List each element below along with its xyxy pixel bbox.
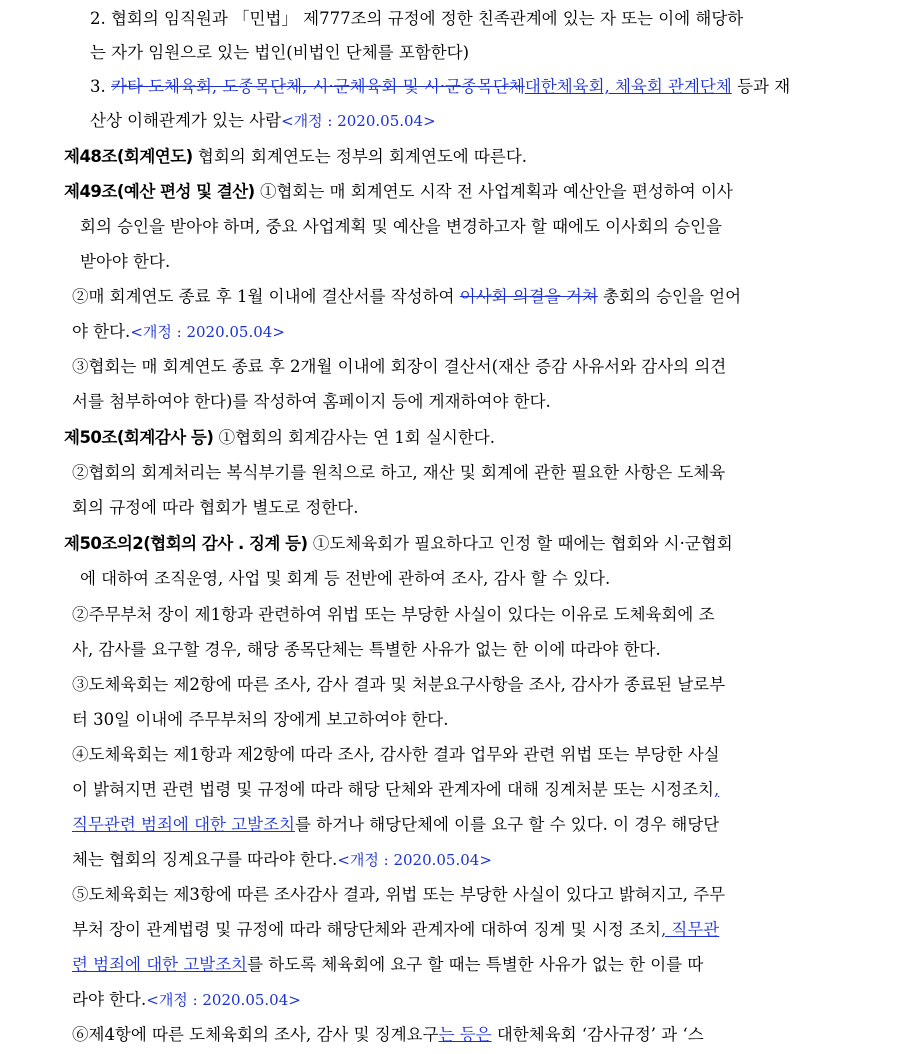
item-2-line-1: 2. 협회의 임직원과 「민법」 제777조의 규정에 정한 친족관계에 있는 자 또는 이에 해당하 — [90, 9, 744, 28]
item-3-line-2 — [90, 110, 436, 134]
article-50-2-p4-text: 이 밝혀지면 관련 법령 및 규정에 따라 해당 단체와 관계자에 대해 징계처분 또는 시정조치 — [72, 780, 714, 799]
revision-note: <개정 : 2020.05.04> — [281, 112, 436, 130]
article-50-2-line-1 — [64, 533, 733, 557]
article-50-2-p4-text-cont: 를 하거나 해당단체에 이를 요구 할 수 있다. 이 경우 해당단 — [294, 815, 720, 834]
item-3-text-cont: 산상 이해관계가 있는 사람 — [90, 111, 282, 130]
article-49-title: 제49조(예산 편성 및 결산) — [64, 182, 255, 201]
inserted-text: , 직무관 — [660, 920, 720, 939]
article-50-2-p6-text: ⑥제4항에 따른 도체육회의 조사, 감사 및 징계요구 — [72, 1025, 439, 1044]
article-49-p2-line-1 — [72, 286, 741, 310]
inserted-text: , — [714, 780, 720, 799]
article-49-p2: ②매 회계연도 종료 후 1월 이내에 결산서를 작성하여 — [72, 287, 460, 306]
article-50-2-p6-rest: 대한체육회 ‘감사규정’ 과 ‘스 — [491, 1025, 704, 1044]
article-50-2-p5-line-3 — [72, 954, 703, 978]
article-49-p2-rest: 총회의 승인을 얻어 — [597, 287, 742, 306]
article-50-2-p3-line-1: ③도체육회는 제2항에 따른 조사, 감사 결과 및 처분요구사항을 조사, 감사가 종료된 날로부 — [72, 675, 726, 694]
article-48-text: 협회의 회계연도는 정부의 회계연도에 따른다. — [192, 147, 527, 166]
inserted-text: 련 범죄에 대한 고발조치 — [72, 955, 248, 974]
article-50-p2-line-2: 회의 규정에 따라 협회가 별도로 정한다. — [72, 498, 359, 517]
article-50-2-p5-text: 부처 장이 관계법령 및 규정에 따라 해당단체와 관계자에 대하여 징계 및 시정 조치 — [72, 920, 661, 939]
article-49-line-2: 회의 승인을 받아야 하며, 중요 사업계획 및 예산을 변경하고자 할 때에도 이사회의 승인을 — [80, 217, 722, 236]
inserted-text: 대한체육회, 체육회 관계단체 — [524, 77, 732, 96]
article-50-2-p6-line-1 — [72, 1024, 704, 1048]
revision-note: <개정 : 2020.05.04> — [130, 323, 285, 341]
revision-note: <개정 : 2020.05.04> — [337, 851, 492, 869]
item-3-text: 등과 재 — [731, 77, 791, 96]
article-50-title: 제50조(회계감사 등) — [64, 428, 214, 447]
article-49-p3-line-2: 서를 첨부하여야 한다)를 작성하여 홈페이지 등에 게재하여야 한다. — [72, 392, 551, 411]
article-50-2-p5-line-4 — [72, 989, 301, 1013]
article-50-p1: ①협회의 회계감사는 연 1회 실시한다. — [213, 428, 495, 447]
article-50-2-p1-line-2: 에 대하여 조직운영, 사업 및 회계 등 전반에 관하여 조사, 감사 할 수 있다. — [80, 569, 611, 588]
item-3-number: 3. — [90, 77, 111, 96]
article-48-title: 제48조(회계연도) — [64, 147, 193, 166]
article-48 — [64, 146, 527, 170]
revision-note: <개정 : 2020.05.04> — [146, 991, 301, 1009]
article-49-line-3: 받아야 한다. — [80, 252, 171, 271]
article-50-2-title: 제50조의2(협회의 감사 . 징계 등) — [64, 534, 308, 553]
article-50-2-p2-line-2: 사, 감사를 요구할 경우, 해당 종목단체는 특별한 사유가 없는 한 이에 따라야 한다. — [72, 640, 661, 659]
deleted-text: 이사회 의결을 거쳐 — [459, 287, 598, 306]
article-50-2-p5-line-1: ⑤도체육회는 제3항에 따른 조사감사 결과, 위법 또는 부당한 사실이 있다고 밝혀지고, 주무 — [72, 885, 726, 904]
article-50-2-p3-line-2: 터 30일 이내에 주무부처의 장에게 보고하여야 한다. — [72, 710, 449, 729]
article-49-p3-line-1: ③협회는 매 회계연도 종료 후 2개월 이내에 회장이 결산서(재산 증감 사유서와 감사의 의견 — [72, 357, 727, 376]
inserted-text: 직무관련 범죄에 대한 고발조치 — [72, 815, 295, 834]
article-49-p2-cont: 야 한다. — [72, 322, 131, 341]
article-50-p2-line-1: ②협회의 회계처리는 복식부기를 원칙으로 하고, 재산 및 회계에 관한 필요한 사항은 도체육 — [72, 463, 726, 482]
article-50-line-1 — [64, 427, 495, 451]
article-50-2-p1: ①도체육회가 필요하다고 인정 할 때에는 협회와 시·군협회 — [307, 534, 733, 553]
article-50-2-p5-end: 라야 한다. — [72, 990, 147, 1009]
article-50-2-p5-text-cont: 를 하도록 체육회에 요구 할 때는 특별한 사유가 없는 한 이를 따 — [247, 955, 704, 974]
article-50-2-p5-line-2 — [72, 919, 719, 943]
article-49-p2-line-2 — [72, 321, 285, 345]
item-3-line-1 — [90, 76, 790, 100]
article-49-p1: ①협회는 매 회계연도 시작 전 사업계획과 예산안을 편성하여 이사 — [254, 182, 733, 201]
inserted-text: 는 등은 — [438, 1025, 492, 1044]
article-49-line-1 — [64, 181, 733, 205]
item-2-line-2: 는 자가 임원으로 있는 법인(비법인 단체를 포함한다) — [90, 43, 470, 62]
article-50-2-p2-line-1: ②주무부처 장이 제1항과 관련하여 위법 또는 부당한 사실이 있다는 이유로 도체육회에 조 — [72, 605, 715, 624]
deleted-text: 카타 도체육회, 도종목단체, 시·군체육회 및 시·군종목단체 — [111, 77, 525, 96]
article-50-2-p4-end: 체는 협회의 징계요구를 따라야 한다. — [72, 850, 338, 869]
article-50-2-p4-line-4 — [72, 849, 492, 873]
article-50-2-p4-line-1: ④도체육회는 제1항과 제2항에 따라 조사, 감사한 결과 업무와 관련 위법 또는 부당한 사실 — [72, 745, 720, 764]
article-50-2-p4-line-2 — [72, 779, 719, 803]
article-50-2-p4-line-3 — [72, 814, 719, 838]
